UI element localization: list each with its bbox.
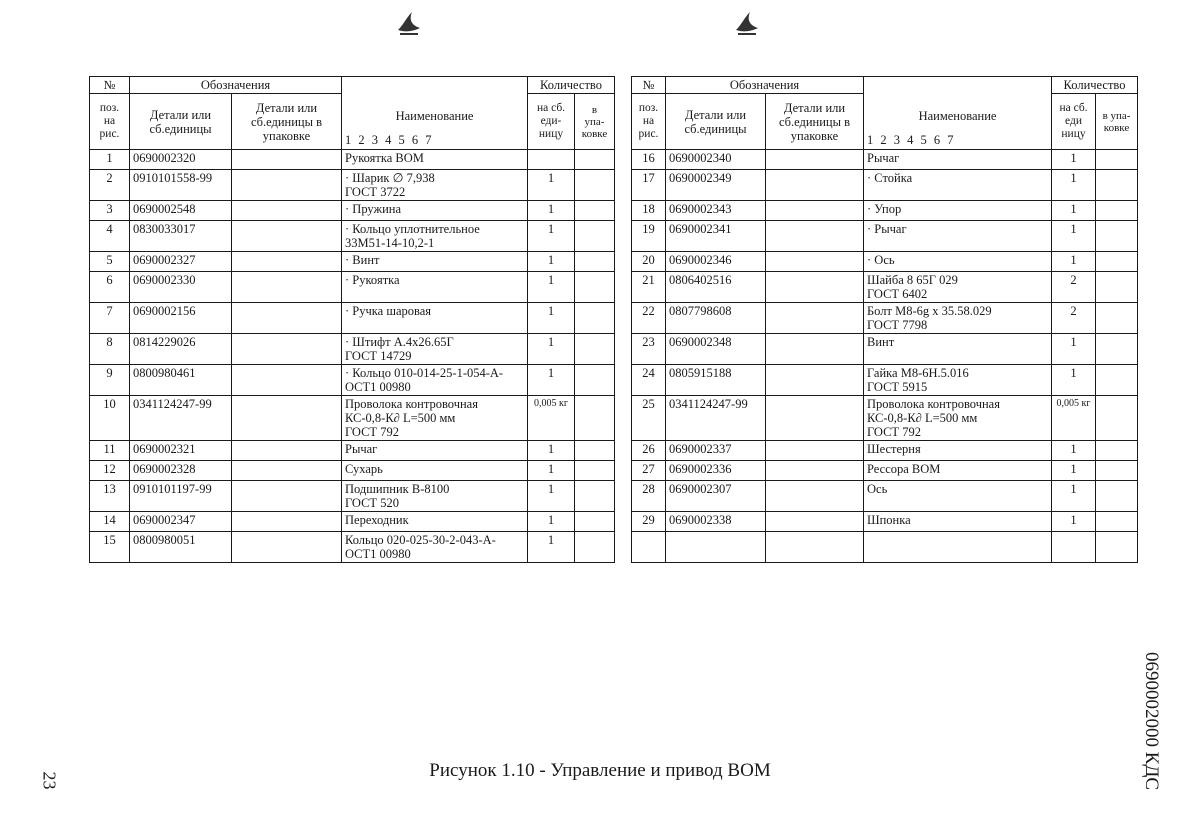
- row-name: · Стойка: [864, 170, 1052, 201]
- table-row: [632, 481, 1138, 512]
- row-part-code: 0806402516: [666, 272, 766, 303]
- row-position: 10: [90, 396, 130, 441]
- table-row: [90, 334, 615, 365]
- row-qty: 0,005 кг: [1052, 396, 1096, 441]
- row-part-code: 0910101558-99: [130, 170, 232, 201]
- row-position: 4: [90, 221, 130, 252]
- row-name: Ось: [864, 481, 1052, 512]
- designation-header: Обозначения: [130, 77, 342, 94]
- table-row: [632, 150, 1138, 170]
- row-part-code: 0814229026: [130, 334, 232, 365]
- row-qty: 1: [528, 303, 575, 334]
- row-qty-pack: [1096, 170, 1138, 201]
- row-name: · Пружина: [342, 201, 528, 221]
- row-qty-pack: [1096, 272, 1138, 303]
- row-part-code: [666, 532, 766, 563]
- table-row: [632, 396, 1138, 441]
- position-digits: 1 2 3 4 5 6 7: [345, 133, 434, 147]
- row-position: 1: [90, 150, 130, 170]
- row-qty-pack: [1096, 150, 1138, 170]
- row-qty: 1: [1052, 252, 1096, 272]
- row-pack-code: [232, 512, 342, 532]
- row-name: Сухарь: [342, 461, 528, 481]
- row-name: · Шарик ∅ 7,938 ГОСТ 3722: [342, 170, 528, 201]
- row-pack-code: [232, 221, 342, 252]
- row-part-code: 0805915188: [666, 365, 766, 396]
- row-part-code: 0830033017: [130, 221, 232, 252]
- table-row: [90, 441, 615, 461]
- qty-pack-header: в упа- ковке: [575, 94, 615, 150]
- row-pack-code: [232, 481, 342, 512]
- designation-header: Обозначения: [666, 77, 864, 94]
- table-row: [632, 334, 1138, 365]
- row-position: 11: [90, 441, 130, 461]
- row-qty-pack: [575, 481, 615, 512]
- row-qty: 2: [1052, 303, 1096, 334]
- row-name: · Рукоятка: [342, 272, 528, 303]
- parts-table-right-body: [632, 150, 1138, 563]
- row-name: · Рычаг: [864, 221, 1052, 252]
- row-name: Проволока контровочная КС-0,8-К∂ L=500 мм ГОСТ 792: [864, 396, 1052, 441]
- row-qty: 1: [1052, 365, 1096, 396]
- row-part-code: 0690002328: [130, 461, 232, 481]
- row-name: Болт М8-6g x 35.58.029 ГОСТ 7798: [864, 303, 1052, 334]
- qty-unit-header: на сб. еди ницу: [1052, 94, 1096, 150]
- row-pack-code: [766, 272, 864, 303]
- row-qty: 1: [1052, 441, 1096, 461]
- row-position: 26: [632, 441, 666, 461]
- row-qty: 1: [528, 461, 575, 481]
- table-row: [632, 303, 1138, 334]
- binding-mark-icon: [734, 8, 760, 36]
- row-qty: 1: [1052, 334, 1096, 365]
- document-id: 0690002000 КДС: [1141, 651, 1162, 791]
- figure-caption: Рисунок 1.10 - Управление и привод ВОМ: [429, 760, 771, 781]
- row-qty-pack: [1096, 221, 1138, 252]
- row-position: 14: [90, 512, 130, 532]
- table-row: [632, 532, 1138, 563]
- qty-unit-header: на сб. еди- ницу: [528, 94, 575, 150]
- row-pack-code: [232, 252, 342, 272]
- row-qty-pack: [1096, 461, 1138, 481]
- row-qty: 1: [528, 512, 575, 532]
- row-pack-code: [766, 303, 864, 334]
- row-part-code: 0690002347: [130, 512, 232, 532]
- row-pack-code: [232, 461, 342, 481]
- row-qty-pack: [575, 532, 615, 563]
- row-position: 20: [632, 252, 666, 272]
- parts-pack-header: Детали или сб.единицы в упаковке: [232, 94, 342, 150]
- row-name: Шайба 8 65Г 029 ГОСТ 6402: [864, 272, 1052, 303]
- row-qty-pack: [1096, 512, 1138, 532]
- row-part-code: 0690002337: [666, 441, 766, 461]
- row-qty-pack: [575, 396, 615, 441]
- row-qty: 1: [1052, 461, 1096, 481]
- row-position: 9: [90, 365, 130, 396]
- name-header: [342, 77, 528, 150]
- row-pack-code: [766, 201, 864, 221]
- table-row: [90, 365, 615, 396]
- row-part-code: 0690002348: [666, 334, 766, 365]
- row-part-code: 0690002338: [666, 512, 766, 532]
- row-pack-code: [232, 272, 342, 303]
- row-qty: 1: [1052, 150, 1096, 170]
- row-name: Шестерня: [864, 441, 1052, 461]
- row-pack-code: [766, 441, 864, 461]
- row-part-code: 0690002327: [130, 252, 232, 272]
- row-qty: 1: [1052, 221, 1096, 252]
- row-name: · Штифт А.4х26.65Г ГОСТ 14729: [342, 334, 528, 365]
- row-pack-code: [232, 150, 342, 170]
- row-part-code: 0690002341: [666, 221, 766, 252]
- row-qty: 1: [1052, 201, 1096, 221]
- row-position: 19: [632, 221, 666, 252]
- row-qty-pack: [1096, 334, 1138, 365]
- row-name: Винт: [864, 334, 1052, 365]
- table-row: [90, 396, 615, 441]
- qty-header: Количество: [528, 77, 615, 94]
- row-position: 13: [90, 481, 130, 512]
- row-part-code: 0800980051: [130, 532, 232, 563]
- row-part-code: 0690002349: [666, 170, 766, 201]
- row-name: · Ручка шаровая: [342, 303, 528, 334]
- row-name: Рычаг: [864, 150, 1052, 170]
- row-qty-pack: [575, 365, 615, 396]
- table-row: [632, 441, 1138, 461]
- row-part-code: 0690002307: [666, 481, 766, 512]
- row-qty: 1: [528, 201, 575, 221]
- row-position: 22: [632, 303, 666, 334]
- row-qty: 1: [1052, 512, 1096, 532]
- table-row: [90, 481, 615, 512]
- row-position: 27: [632, 461, 666, 481]
- row-qty-pack: [1096, 303, 1138, 334]
- row-qty: [528, 150, 575, 170]
- parts-table-left-body: [90, 150, 615, 563]
- table-row: [90, 512, 615, 532]
- row-part-code: 0341124247-99: [666, 396, 766, 441]
- row-pack-code: [766, 461, 864, 481]
- row-position: 5: [90, 252, 130, 272]
- qty-header: Количество: [1052, 77, 1138, 94]
- row-qty-pack: [575, 272, 615, 303]
- row-position: 28: [632, 481, 666, 512]
- row-qty-pack: [575, 303, 615, 334]
- parts-pack-header: Детали или сб.единицы в упаковке: [766, 94, 864, 150]
- row-qty: 1: [1052, 170, 1096, 201]
- name-header-label: Наименование: [918, 109, 997, 123]
- row-qty: 1: [1052, 481, 1096, 512]
- row-qty-pack: [575, 334, 615, 365]
- row-part-code: 0690002156: [130, 303, 232, 334]
- row-pack-code: [766, 334, 864, 365]
- row-position: 25: [632, 396, 666, 441]
- row-position: 8: [90, 334, 130, 365]
- row-qty-pack: [575, 201, 615, 221]
- position-digits: 1 2 3 4 5 6 7: [867, 133, 956, 147]
- row-name: · Упор: [864, 201, 1052, 221]
- row-qty-pack: [575, 512, 615, 532]
- row-pack-code: [232, 441, 342, 461]
- row-qty: 1: [528, 334, 575, 365]
- row-part-code: 0690002548: [130, 201, 232, 221]
- page-number: 23: [39, 771, 60, 790]
- row-name: Рессора ВОМ: [864, 461, 1052, 481]
- row-qty: 1: [528, 441, 575, 461]
- table-row: [632, 201, 1138, 221]
- row-pack-code: [766, 221, 864, 252]
- row-qty: 1: [528, 252, 575, 272]
- qty-pack-header: в упа- ковке: [1096, 94, 1138, 150]
- table-row: [90, 461, 615, 481]
- row-position: 6: [90, 272, 130, 303]
- table-row: [632, 221, 1138, 252]
- row-qty-pack: [575, 221, 615, 252]
- row-name: · Винт: [342, 252, 528, 272]
- row-qty: 1: [528, 170, 575, 201]
- table-row: [632, 272, 1138, 303]
- row-part-code: 0690002336: [666, 461, 766, 481]
- num-header: №: [90, 77, 130, 94]
- table-row: [632, 461, 1138, 481]
- parts-header: Детали или сб.единицы: [666, 94, 766, 150]
- num-header: №: [632, 77, 666, 94]
- table-row: [632, 512, 1138, 532]
- row-position: 23: [632, 334, 666, 365]
- row-qty-pack: [575, 170, 615, 201]
- row-part-code: 0690002330: [130, 272, 232, 303]
- row-position: 12: [90, 461, 130, 481]
- row-position: [632, 532, 666, 563]
- pos-header: поз. на рис.: [90, 94, 130, 150]
- row-name: Гайка М8-6Н.5.016 ГОСТ 5915: [864, 365, 1052, 396]
- table-row: [632, 170, 1138, 201]
- row-qty-pack: [1096, 481, 1138, 512]
- row-position: 21: [632, 272, 666, 303]
- row-qty-pack: [1096, 396, 1138, 441]
- row-pack-code: [232, 334, 342, 365]
- row-position: 16: [632, 150, 666, 170]
- row-qty-pack: [575, 441, 615, 461]
- row-qty-pack: [1096, 201, 1138, 221]
- row-qty: 0,005 кг: [528, 396, 575, 441]
- row-qty-pack: [1096, 365, 1138, 396]
- row-qty: 2: [1052, 272, 1096, 303]
- row-name: [864, 532, 1052, 563]
- row-part-code: 0341124247-99: [130, 396, 232, 441]
- row-pack-code: [766, 512, 864, 532]
- binding-mark-icon: [396, 8, 422, 36]
- row-qty: 1: [528, 272, 575, 303]
- row-pack-code: [232, 365, 342, 396]
- table-row: [90, 150, 615, 170]
- row-name: Шпонка: [864, 512, 1052, 532]
- row-pack-code: [766, 532, 864, 563]
- table-row: [632, 365, 1138, 396]
- row-position: 18: [632, 201, 666, 221]
- row-pack-code: [766, 481, 864, 512]
- row-part-code: 0910101197-99: [130, 481, 232, 512]
- row-pack-code: [232, 303, 342, 334]
- parts-table-left: [89, 76, 615, 563]
- row-part-code: 0690002321: [130, 441, 232, 461]
- row-position: 17: [632, 170, 666, 201]
- row-pack-code: [766, 252, 864, 272]
- row-qty: 1: [528, 532, 575, 563]
- row-part-code: 0690002346: [666, 252, 766, 272]
- row-qty-pack: [575, 461, 615, 481]
- row-position: 3: [90, 201, 130, 221]
- row-pack-code: [232, 396, 342, 441]
- row-position: 24: [632, 365, 666, 396]
- row-part-code: 0807798608: [666, 303, 766, 334]
- row-part-code: 0690002343: [666, 201, 766, 221]
- row-pack-code: [766, 150, 864, 170]
- parts-table-right: [631, 76, 1138, 563]
- name-header: [864, 77, 1052, 150]
- row-pack-code: [766, 396, 864, 441]
- row-part-code: 0690002340: [666, 150, 766, 170]
- row-pack-code: [766, 365, 864, 396]
- row-qty-pack: [575, 150, 615, 170]
- row-pack-code: [232, 532, 342, 563]
- row-part-code: 0800980461: [130, 365, 232, 396]
- row-qty: 1: [528, 481, 575, 512]
- row-pack-code: [232, 170, 342, 201]
- row-name: Рычаг: [342, 441, 528, 461]
- row-qty: [1052, 532, 1096, 563]
- row-qty-pack: [1096, 532, 1138, 563]
- row-name: Кольцо 020-025-30-2-043-А- ОСТ1 00980: [342, 532, 528, 563]
- row-name: · Кольцо уплотнительное 33М51-14-10,2-1: [342, 221, 528, 252]
- row-qty: 1: [528, 221, 575, 252]
- row-name: · Кольцо 010-014-25-1-054-А- ОСТ1 00980: [342, 365, 528, 396]
- table-row: [90, 221, 615, 252]
- row-qty-pack: [1096, 441, 1138, 461]
- row-name: Переходник: [342, 512, 528, 532]
- parts-header: Детали или сб.единицы: [130, 94, 232, 150]
- row-pack-code: [766, 170, 864, 201]
- name-header-label: Наименование: [395, 109, 474, 123]
- row-pack-code: [232, 201, 342, 221]
- pos-header: поз. на рис.: [632, 94, 666, 150]
- row-qty: 1: [528, 365, 575, 396]
- row-position: 7: [90, 303, 130, 334]
- row-name: Рукоятка ВОМ: [342, 150, 528, 170]
- row-qty-pack: [1096, 252, 1138, 272]
- table-row: [90, 532, 615, 563]
- row-qty-pack: [575, 252, 615, 272]
- row-position: 15: [90, 532, 130, 563]
- row-name: · Ось: [864, 252, 1052, 272]
- row-position: 29: [632, 512, 666, 532]
- table-row: [632, 252, 1138, 272]
- table-row: [90, 303, 615, 334]
- table-row: [90, 272, 615, 303]
- row-position: 2: [90, 170, 130, 201]
- table-row: [90, 170, 615, 201]
- row-part-code: 0690002320: [130, 150, 232, 170]
- row-name: Проволока контровочная КС-0,8-К∂ L=500 мм ГОСТ 792: [342, 396, 528, 441]
- row-name: Подшипник В-8100 ГОСТ 520: [342, 481, 528, 512]
- table-row: [90, 201, 615, 221]
- table-row: [90, 252, 615, 272]
